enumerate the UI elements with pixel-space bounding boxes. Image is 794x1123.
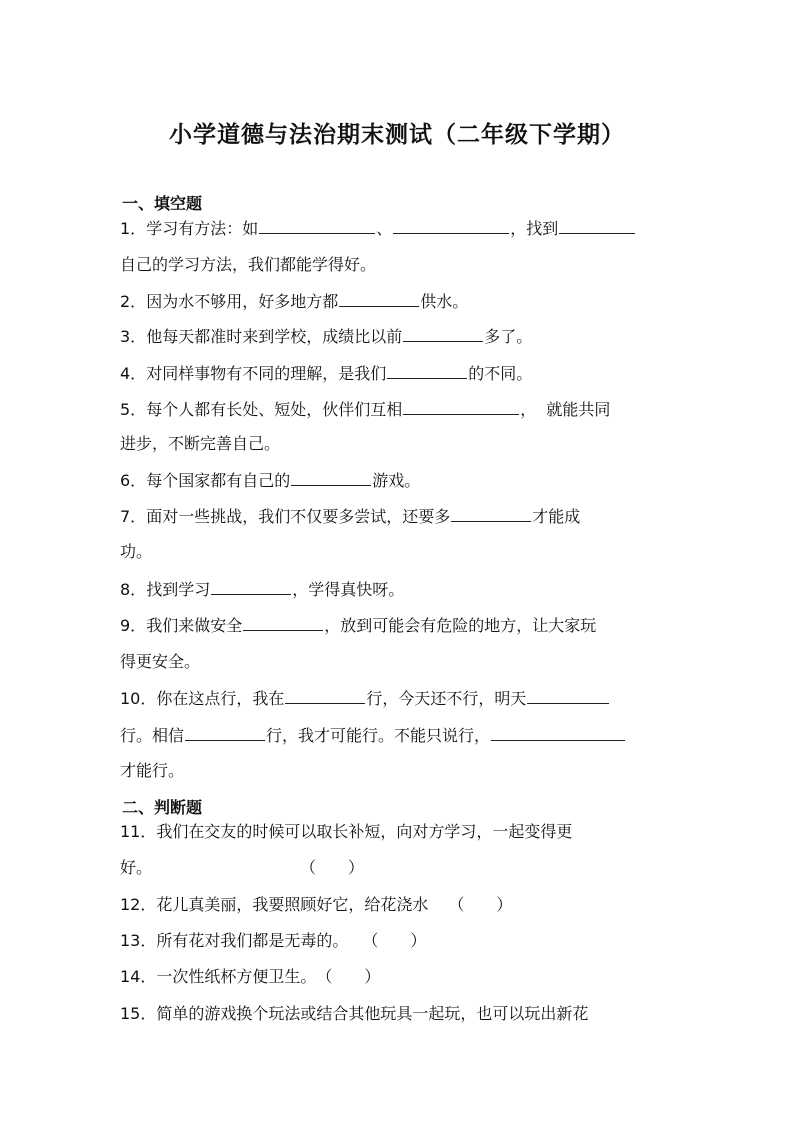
question-text: 进步，不断完善自己。 [120, 434, 281, 453]
answer-blank[interactable] [185, 722, 265, 741]
question-6 [120, 467, 680, 494]
question-number: 14． [120, 967, 157, 986]
question-number: 1． [120, 219, 147, 238]
question-10-continued [120, 722, 680, 749]
question-10 [120, 685, 680, 712]
question-2 [120, 288, 680, 315]
question-8 [120, 576, 680, 603]
question-number: 7． [120, 507, 147, 526]
question-number: 9． [120, 616, 147, 635]
question-text: 就能共同 [546, 400, 611, 419]
question-text: 所有花对我们都是无毒的。 [156, 931, 349, 950]
question-text: 供水。 [420, 292, 469, 311]
question-number: 11． [120, 822, 157, 841]
question-number: 3． [120, 327, 147, 346]
question-text: 面对一些挑战，我们不仅要多尝试，还要多 [146, 507, 451, 526]
question-text: 才能成 [532, 507, 581, 526]
section-heading-true-false: 二、判断题 [122, 798, 203, 817]
page-title: 小学道德与法治期末测试（二年级下学期） [169, 122, 625, 148]
question-text: 学习有方法：如 [146, 219, 259, 238]
question-5 [120, 396, 680, 423]
question-text: 行。相信 [120, 726, 185, 745]
question-text: 、 [376, 219, 393, 238]
answer-blank[interactable] [527, 685, 609, 704]
question-11 [120, 819, 680, 845]
question-number: 8． [120, 580, 147, 599]
question-number: 2． [120, 292, 147, 311]
question-14 [120, 964, 680, 990]
answer-parentheses[interactable]: （ ） [362, 931, 427, 950]
answer-blank[interactable] [339, 288, 419, 307]
section-heading-fill-in: 一、填空题 [122, 194, 203, 213]
answer-blank[interactable] [285, 685, 365, 704]
question-text: 自己的学习方法，我们都能学得好。 [120, 255, 377, 274]
answer-parentheses[interactable]: （ ） [448, 895, 513, 914]
question-number: 13． [120, 931, 157, 950]
answer-parentheses[interactable]: （ ） [316, 967, 381, 986]
question-text: 我们在交友的时候可以取长补短，向对方学习，一起变得更 [156, 822, 573, 841]
question-text: 花儿真美丽，我要照顾好它，给花浇水 [156, 895, 429, 914]
answer-blank[interactable] [259, 215, 375, 234]
question-text: 简单的游戏换个玩法或结合其他玩具一起玩，也可以玩出新花 [156, 1004, 589, 1023]
question-text: 对同样事物有不同的理解，是我们 [146, 364, 387, 383]
question-number: 10． [120, 689, 157, 708]
answer-blank[interactable] [211, 576, 291, 595]
question-11-continued [120, 855, 680, 881]
question-text: 功。 [120, 542, 153, 561]
question-text: 才能行。 [120, 761, 185, 780]
question-text: 找到学习 [146, 580, 211, 599]
question-text: 的不同。 [468, 364, 533, 383]
question-text: 多了。 [484, 327, 533, 346]
question-text: 行，我才可能行。不能只说行， [266, 726, 491, 745]
answer-blank[interactable] [451, 503, 531, 522]
question-text: 好。 [120, 858, 153, 877]
question-text: 你在这点行，我在 [156, 689, 285, 708]
question-text: 因为水不够用，好多地方都 [146, 292, 339, 311]
question-12 [120, 892, 680, 918]
question-text: ，找到 [510, 219, 559, 238]
question-7-continued [120, 539, 680, 565]
question-9-continued [120, 649, 680, 675]
answer-blank[interactable] [559, 215, 635, 234]
answer-blank[interactable] [403, 396, 519, 415]
question-text: 游戏。 [372, 471, 421, 490]
question-3 [120, 323, 680, 350]
question-text: 他每天都准时来到学校，成绩比以前 [146, 327, 403, 346]
question-text: 我们来做安全 [146, 616, 243, 635]
question-5-continued [120, 431, 680, 457]
question-text: ，学得真快呀。 [292, 580, 405, 599]
question-text: 一次性纸杯方便卫生。 [156, 967, 317, 986]
question-number: 15． [120, 1004, 157, 1023]
question-number: 5． [120, 400, 147, 419]
question-text: ， [520, 400, 537, 419]
question-7 [120, 503, 680, 530]
question-1 [120, 215, 680, 242]
answer-blank[interactable] [393, 215, 509, 234]
answer-blank[interactable] [291, 467, 371, 486]
question-9 [120, 612, 680, 639]
answer-blank[interactable] [243, 612, 323, 631]
question-1-continued [120, 252, 680, 278]
question-number: 12． [120, 895, 157, 914]
answer-blank[interactable] [491, 722, 625, 741]
question-text: 行，今天还不行，明天 [366, 689, 527, 708]
answer-blank[interactable] [387, 360, 467, 379]
question-4 [120, 360, 680, 387]
question-10-end [120, 758, 680, 784]
question-number: 6． [120, 471, 147, 490]
question-number: 4． [120, 364, 147, 383]
question-text: 得更安全。 [120, 652, 201, 671]
question-text: 每个人都有长处、短处，伙伴们互相 [146, 400, 403, 419]
question-13 [120, 928, 680, 954]
question-text: ，放到可能会有危险的地方，让大家玩 [324, 616, 597, 635]
question-15 [120, 1001, 680, 1027]
answer-blank[interactable] [403, 323, 483, 342]
question-text: 每个国家都有自己的 [146, 471, 291, 490]
answer-parentheses[interactable]: （ ） [300, 858, 365, 877]
